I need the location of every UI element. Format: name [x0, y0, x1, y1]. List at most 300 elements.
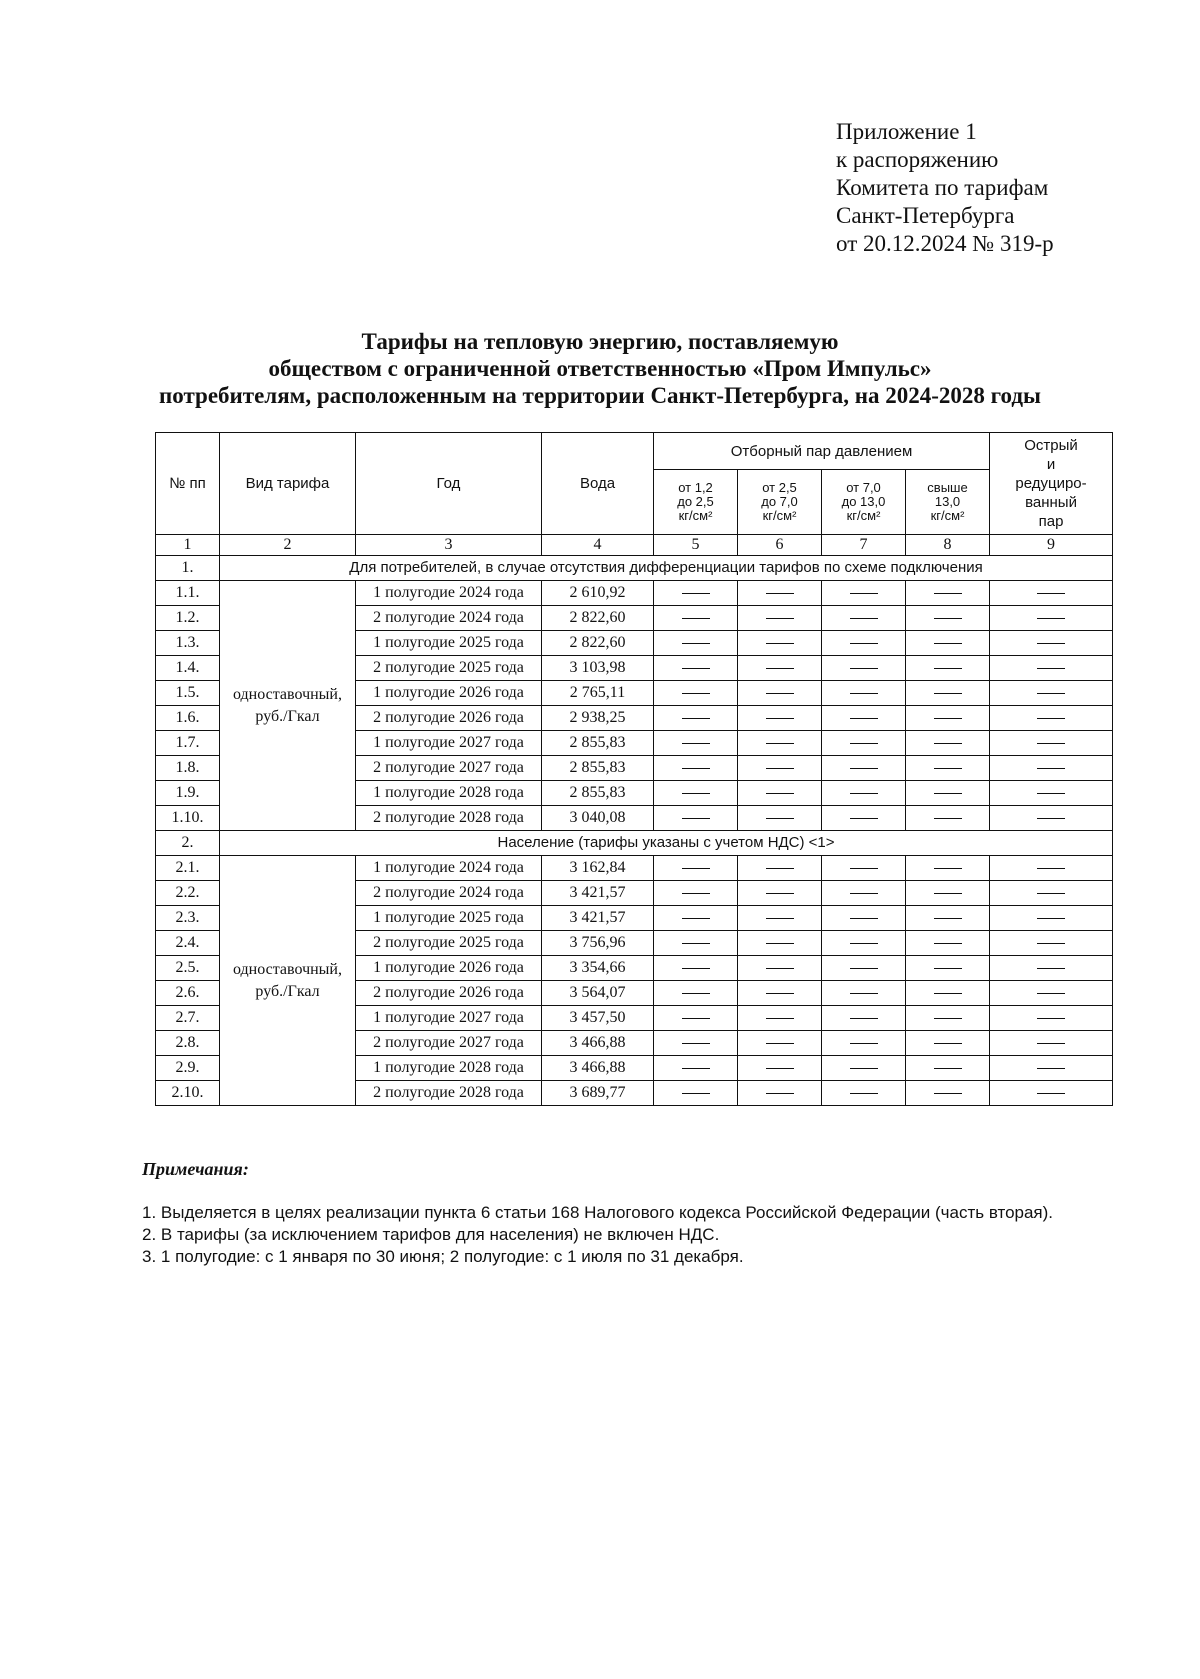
dash-mark — [934, 718, 962, 719]
dash-mark — [934, 593, 962, 594]
dash-mark — [682, 943, 710, 944]
dash-mark — [934, 1093, 962, 1094]
column-number: 9 — [990, 535, 1113, 556]
water-tariff-cell: 3 756,96 — [542, 931, 654, 956]
dash-mark — [766, 1043, 794, 1044]
header-steam-line: до 13,0 — [841, 494, 886, 509]
dash-mark — [850, 618, 878, 619]
dash-mark — [1037, 593, 1065, 594]
period-cell: 2 полугодие 2028 года — [356, 1081, 542, 1106]
empty-tariff-cell — [654, 781, 738, 806]
empty-tariff-cell — [906, 806, 990, 831]
dash-mark — [1037, 868, 1065, 869]
dash-mark — [850, 818, 878, 819]
row-num: 1.4. — [156, 656, 220, 681]
period-cell: 1 полугодие 2027 года — [356, 1006, 542, 1031]
empty-tariff-cell — [654, 906, 738, 931]
dash-mark — [850, 1018, 878, 1019]
empty-tariff-cell — [738, 956, 822, 981]
appendix-line-3: Комитета по тарифам — [836, 175, 1049, 200]
dash-mark — [1037, 1068, 1065, 1069]
empty-tariff-cell — [738, 881, 822, 906]
dash-mark — [766, 968, 794, 969]
period-cell: 2 полугодие 2025 года — [356, 931, 542, 956]
dash-mark — [934, 793, 962, 794]
appendix-line-2: к распоряжению — [836, 147, 999, 172]
empty-tariff-cell — [906, 1006, 990, 1031]
period-cell: 2 полугодие 2026 года — [356, 981, 542, 1006]
dash-mark — [850, 1043, 878, 1044]
period-cell: 1 полугодие 2028 года — [356, 1056, 542, 1081]
dash-mark — [682, 893, 710, 894]
dash-mark — [934, 968, 962, 969]
empty-tariff-cell — [822, 956, 906, 981]
dash-mark — [1037, 968, 1065, 969]
header-sharp-line: и — [1046, 456, 1056, 473]
header-god: Год — [356, 433, 542, 535]
table-body — [156, 556, 1113, 1106]
empty-tariff-cell — [654, 956, 738, 981]
dash-mark — [766, 618, 794, 619]
empty-tariff-cell — [654, 631, 738, 656]
dash-mark — [1037, 793, 1065, 794]
header-steam-line: кг/см² — [678, 508, 713, 523]
dash-mark — [1037, 768, 1065, 769]
header-steam-line: от 7,0 — [846, 480, 881, 495]
dash-mark — [766, 868, 794, 869]
dash-mark — [1037, 718, 1065, 719]
notes-list — [142, 1202, 1053, 1268]
dash-mark — [934, 993, 962, 994]
water-tariff-cell: 3 421,57 — [542, 906, 654, 931]
dash-mark — [1037, 743, 1065, 744]
column-number: 5 — [654, 535, 738, 556]
dash-mark — [682, 868, 710, 869]
dash-mark — [682, 1018, 710, 1019]
empty-tariff-cell — [654, 1081, 738, 1106]
empty-tariff-cell — [738, 906, 822, 931]
row-num: 2.9. — [156, 1056, 220, 1081]
empty-tariff-cell — [990, 656, 1113, 681]
tariff-type-line: руб./Гкал — [255, 707, 320, 725]
dash-mark — [682, 1043, 710, 1044]
row-num: 2.3. — [156, 906, 220, 931]
dash-mark — [934, 943, 962, 944]
row-num: 1.3. — [156, 631, 220, 656]
empty-tariff-cell — [990, 956, 1113, 981]
row-num: 2.7. — [156, 1006, 220, 1031]
header-steam-line: кг/см² — [846, 508, 881, 523]
period-cell: 1 полугодие 2025 года — [356, 631, 542, 656]
empty-tariff-cell — [990, 1081, 1113, 1106]
water-tariff-cell: 3 354,66 — [542, 956, 654, 981]
water-tariff-cell: 3 103,98 — [542, 656, 654, 681]
dash-mark — [766, 718, 794, 719]
dash-mark — [682, 643, 710, 644]
dash-mark — [766, 918, 794, 919]
empty-tariff-cell — [906, 1056, 990, 1081]
appendix-block — [836, 118, 1054, 258]
empty-tariff-cell — [906, 606, 990, 631]
dash-mark — [682, 618, 710, 619]
empty-tariff-cell — [822, 1006, 906, 1031]
dash-mark — [766, 993, 794, 994]
row-num: 1.5. — [156, 681, 220, 706]
empty-tariff-cell — [654, 581, 738, 606]
header-steam-line: кг/см² — [762, 508, 797, 523]
water-tariff-cell: 3 466,88 — [542, 1056, 654, 1081]
column-number: 7 — [822, 535, 906, 556]
empty-tariff-cell — [822, 981, 906, 1006]
column-number-row — [156, 535, 1113, 556]
row-num: 1.10. — [156, 806, 220, 831]
dash-mark — [850, 868, 878, 869]
dash-mark — [850, 693, 878, 694]
header-steam-line: до 7,0 — [761, 494, 798, 509]
empty-tariff-cell — [990, 1031, 1113, 1056]
period-cell: 1 полугодие 2026 года — [356, 956, 542, 981]
empty-tariff-cell — [906, 906, 990, 931]
period-cell: 2 полугодие 2024 года — [356, 881, 542, 906]
header-steam-group: Отборный пар давлением — [654, 433, 990, 470]
tariff-type-line: одноставочный, — [233, 685, 342, 703]
section-title: Население (тарифы указаны с учетом НДС) <1> — [220, 831, 1113, 856]
row-num: 1.8. — [156, 756, 220, 781]
dash-mark — [850, 918, 878, 919]
header-sharp-line: редуциро- — [1015, 475, 1087, 492]
dash-mark — [934, 743, 962, 744]
dash-mark — [1037, 1093, 1065, 1094]
empty-tariff-cell — [822, 1056, 906, 1081]
empty-tariff-cell — [822, 881, 906, 906]
appendix-line-1: Приложение 1 — [836, 119, 977, 144]
empty-tariff-cell — [822, 1081, 906, 1106]
empty-tariff-cell — [654, 856, 738, 881]
period-cell: 1 полугодие 2025 года — [356, 906, 542, 931]
row-num: 2.10. — [156, 1081, 220, 1106]
water-tariff-cell: 2 855,83 — [542, 781, 654, 806]
dash-mark — [850, 993, 878, 994]
empty-tariff-cell — [738, 856, 822, 881]
dash-mark — [1037, 693, 1065, 694]
tariff-type-line: руб./Гкал — [255, 982, 320, 1000]
dash-mark — [766, 1018, 794, 1019]
empty-tariff-cell — [906, 881, 990, 906]
table-row — [156, 856, 1113, 881]
empty-tariff-cell — [990, 931, 1113, 956]
dash-mark — [934, 868, 962, 869]
dash-mark — [934, 618, 962, 619]
empty-tariff-cell — [906, 931, 990, 956]
dash-mark — [1037, 1018, 1065, 1019]
title-line-3: потребителям, расположенным на территории Санкт-Петербурга, на 2024-2028 годы — [159, 383, 1041, 408]
dash-mark — [766, 593, 794, 594]
empty-tariff-cell — [738, 731, 822, 756]
empty-tariff-cell — [654, 731, 738, 756]
table-row — [156, 581, 1113, 606]
water-tariff-cell: 3 040,08 — [542, 806, 654, 831]
dash-mark — [934, 1018, 962, 1019]
empty-tariff-cell — [738, 756, 822, 781]
dash-mark — [766, 893, 794, 894]
dash-mark — [1037, 918, 1065, 919]
empty-tariff-cell — [990, 1056, 1113, 1081]
dash-mark — [850, 718, 878, 719]
note-item: 1. Выделяется в целях реализации пункта 6 статьи 168 Налогового кодекса Российской Федерации (часть вторая). — [142, 1203, 1054, 1222]
dash-mark — [850, 1093, 878, 1094]
empty-tariff-cell — [990, 981, 1113, 1006]
dash-mark — [1037, 643, 1065, 644]
dash-mark — [1037, 1043, 1065, 1044]
empty-tariff-cell — [990, 856, 1113, 881]
tariff-type — [220, 856, 356, 1106]
dash-mark — [850, 668, 878, 669]
empty-tariff-cell — [906, 956, 990, 981]
column-number: 1 — [156, 535, 220, 556]
dash-mark — [934, 668, 962, 669]
empty-tariff-cell — [654, 806, 738, 831]
dash-mark — [682, 1068, 710, 1069]
dash-mark — [934, 818, 962, 819]
section-row — [156, 831, 1113, 856]
dash-mark — [850, 593, 878, 594]
empty-tariff-cell — [990, 756, 1113, 781]
dash-mark — [850, 793, 878, 794]
dash-mark — [1037, 993, 1065, 994]
header-steam-line: свыше — [927, 480, 968, 495]
dash-mark — [682, 693, 710, 694]
water-tariff-cell: 3 466,88 — [542, 1031, 654, 1056]
empty-tariff-cell — [738, 1081, 822, 1106]
empty-tariff-cell — [906, 656, 990, 681]
notes-heading: Примечания: — [142, 1159, 249, 1179]
empty-tariff-cell — [906, 631, 990, 656]
empty-tariff-cell — [990, 1006, 1113, 1031]
dash-mark — [934, 693, 962, 694]
dash-mark — [682, 818, 710, 819]
empty-tariff-cell — [822, 781, 906, 806]
period-cell: 2 полугодие 2027 года — [356, 1031, 542, 1056]
row-num: 2.4. — [156, 931, 220, 956]
empty-tariff-cell — [990, 881, 1113, 906]
empty-tariff-cell — [822, 906, 906, 931]
section-row — [156, 556, 1113, 581]
dash-mark — [682, 743, 710, 744]
water-tariff-cell: 2 822,60 — [542, 606, 654, 631]
water-tariff-cell: 2 855,83 — [542, 756, 654, 781]
empty-tariff-cell — [738, 931, 822, 956]
column-number: 3 — [356, 535, 542, 556]
dash-mark — [766, 1093, 794, 1094]
empty-tariff-cell — [906, 756, 990, 781]
header-sharp-line: Острый — [1024, 437, 1078, 454]
empty-tariff-cell — [738, 631, 822, 656]
empty-tariff-cell — [990, 706, 1113, 731]
dash-mark — [682, 793, 710, 794]
dash-mark — [934, 1068, 962, 1069]
empty-tariff-cell — [822, 1031, 906, 1056]
empty-tariff-cell — [990, 581, 1113, 606]
empty-tariff-cell — [906, 781, 990, 806]
dash-mark — [1037, 893, 1065, 894]
column-number: 8 — [906, 535, 990, 556]
empty-tariff-cell — [822, 806, 906, 831]
header-steam-line: от 1,2 — [678, 480, 713, 495]
header-steam-3 — [822, 470, 906, 535]
empty-tariff-cell — [822, 656, 906, 681]
row-num: 1.6. — [156, 706, 220, 731]
empty-tariff-cell — [654, 1006, 738, 1031]
row-num: 2.5. — [156, 956, 220, 981]
dash-mark — [766, 668, 794, 669]
row-num: 2.6. — [156, 981, 220, 1006]
dash-mark — [682, 718, 710, 719]
empty-tariff-cell — [990, 906, 1113, 931]
dash-mark — [766, 743, 794, 744]
tariff-table — [155, 432, 1113, 1106]
empty-tariff-cell — [906, 681, 990, 706]
empty-tariff-cell — [906, 706, 990, 731]
dash-mark — [934, 643, 962, 644]
dash-mark — [850, 768, 878, 769]
water-tariff-cell: 2 938,25 — [542, 706, 654, 731]
header-sharp-line: ванный — [1025, 494, 1077, 511]
empty-tariff-cell — [738, 681, 822, 706]
period-cell: 2 полугодие 2028 года — [356, 806, 542, 831]
dash-mark — [682, 993, 710, 994]
empty-tariff-cell — [738, 581, 822, 606]
row-num: 1.9. — [156, 781, 220, 806]
row-num: 2.1. — [156, 856, 220, 881]
header-num: № пп — [156, 433, 220, 535]
dash-mark — [1037, 943, 1065, 944]
dash-mark — [682, 918, 710, 919]
dash-mark — [682, 1093, 710, 1094]
empty-tariff-cell — [738, 781, 822, 806]
water-tariff-cell: 3 421,57 — [542, 881, 654, 906]
empty-tariff-cell — [906, 856, 990, 881]
period-cell: 1 полугодие 2024 года — [356, 856, 542, 881]
header-steam-4 — [906, 470, 990, 535]
table-header — [156, 433, 1113, 556]
title-line-2: обществом с ограниченной ответственностью «Пром Импульс» — [268, 356, 932, 381]
dash-mark — [934, 768, 962, 769]
row-num: 1.1. — [156, 581, 220, 606]
empty-tariff-cell — [990, 681, 1113, 706]
empty-tariff-cell — [990, 606, 1113, 631]
title-line-1: Тарифы на тепловую энергию, поставляемую — [361, 329, 839, 354]
empty-tariff-cell — [738, 706, 822, 731]
period-cell: 2 полугодие 2026 года — [356, 706, 542, 731]
header-steam-line: кг/см² — [930, 508, 965, 523]
dash-mark — [934, 893, 962, 894]
appendix-line-5: от 20.12.2024 № 319-р — [836, 231, 1054, 256]
empty-tariff-cell — [822, 731, 906, 756]
water-tariff-cell: 3 564,07 — [542, 981, 654, 1006]
period-cell: 2 полугодие 2025 года — [356, 656, 542, 681]
section-num: 1. — [156, 556, 220, 581]
empty-tariff-cell — [906, 1031, 990, 1056]
empty-tariff-cell — [822, 631, 906, 656]
dash-mark — [1037, 818, 1065, 819]
dash-mark — [850, 1068, 878, 1069]
appendix-line-4: Санкт-Петербурга — [836, 203, 1015, 228]
water-tariff-cell: 2 765,11 — [542, 681, 654, 706]
empty-tariff-cell — [822, 931, 906, 956]
empty-tariff-cell — [822, 581, 906, 606]
row-num: 1.7. — [156, 731, 220, 756]
empty-tariff-cell — [822, 856, 906, 881]
empty-tariff-cell — [990, 781, 1113, 806]
dash-mark — [766, 693, 794, 694]
empty-tariff-cell — [738, 1031, 822, 1056]
dash-mark — [682, 668, 710, 669]
empty-tariff-cell — [738, 656, 822, 681]
dash-mark — [850, 943, 878, 944]
dash-mark — [766, 643, 794, 644]
empty-tariff-cell — [822, 756, 906, 781]
empty-tariff-cell — [654, 706, 738, 731]
empty-tariff-cell — [654, 981, 738, 1006]
column-number: 6 — [738, 535, 822, 556]
dash-mark — [682, 768, 710, 769]
empty-tariff-cell — [654, 1056, 738, 1081]
period-cell: 2 полугодие 2027 года — [356, 756, 542, 781]
empty-tariff-cell — [822, 706, 906, 731]
document-title — [0, 328, 1200, 409]
row-num: 2.2. — [156, 881, 220, 906]
column-number: 4 — [542, 535, 654, 556]
dash-mark — [1037, 618, 1065, 619]
water-tariff-cell: 2 822,60 — [542, 631, 654, 656]
empty-tariff-cell — [822, 681, 906, 706]
empty-tariff-cell — [822, 606, 906, 631]
header-steam-line: 13,0 — [934, 494, 961, 509]
dash-mark — [682, 968, 710, 969]
empty-tariff-cell — [906, 731, 990, 756]
dash-mark — [934, 1043, 962, 1044]
water-tariff-cell: 3 457,50 — [542, 1006, 654, 1031]
period-cell: 2 полугодие 2024 года — [356, 606, 542, 631]
empty-tariff-cell — [654, 656, 738, 681]
empty-tariff-cell — [654, 606, 738, 631]
dash-mark — [850, 643, 878, 644]
period-cell: 1 полугодие 2026 года — [356, 681, 542, 706]
dash-mark — [1037, 668, 1065, 669]
empty-tariff-cell — [990, 806, 1113, 831]
header-steam-1 — [654, 470, 738, 535]
empty-tariff-cell — [738, 806, 822, 831]
header-sharp-line: пар — [1038, 513, 1064, 530]
empty-tariff-cell — [654, 931, 738, 956]
empty-tariff-cell — [654, 881, 738, 906]
period-cell: 1 полугодие 2028 года — [356, 781, 542, 806]
header-voda: Вода — [542, 433, 654, 535]
empty-tariff-cell — [654, 681, 738, 706]
dash-mark — [766, 768, 794, 769]
period-cell: 1 полугодие 2027 года — [356, 731, 542, 756]
water-tariff-cell: 2 855,83 — [542, 731, 654, 756]
empty-tariff-cell — [738, 1006, 822, 1031]
empty-tariff-cell — [654, 1031, 738, 1056]
dash-mark — [682, 593, 710, 594]
dash-mark — [850, 743, 878, 744]
row-num: 1.2. — [156, 606, 220, 631]
water-tariff-cell: 2 610,92 — [542, 581, 654, 606]
header-steam-line: до 2,5 — [677, 494, 714, 509]
dash-mark — [766, 793, 794, 794]
dash-mark — [850, 968, 878, 969]
